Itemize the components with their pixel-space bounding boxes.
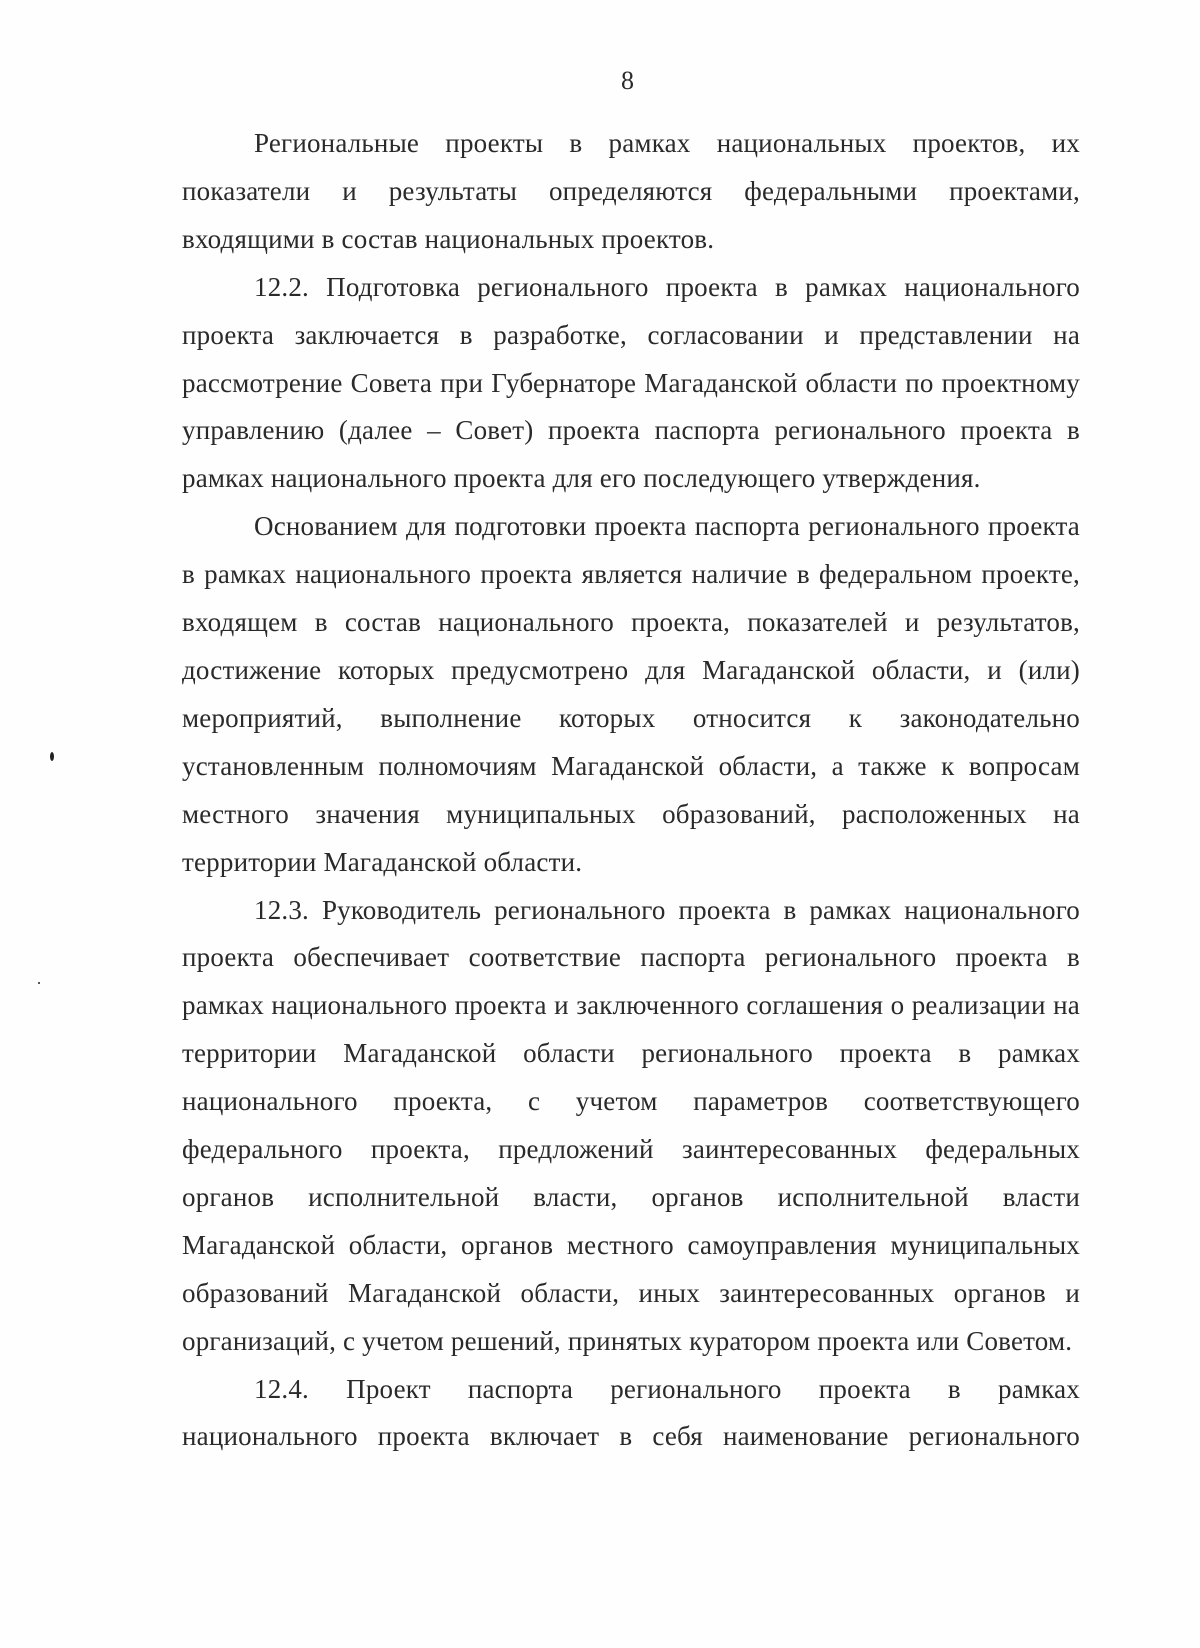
document-body bbox=[182, 120, 1080, 1461]
scan-speck bbox=[38, 982, 40, 984]
paragraph-12-4: 12.4. Проект паспорта регионального проекта в рамках национального проекта включает в себя наименование регионального bbox=[182, 1373, 1080, 1452]
paragraph-12-3: 12.3. Руководитель регионального проекта в рамках национального проекта обеспечивает соответствие паспорта регионального проекта в рамках национального проекта и заключенного соглашения о реализации на территории Магаданской области регионального проекта в рамках национального проекта, с учетом параметров соответствующего федерального проекта, предложений заинтересованных федеральных органов исполнительной власти, органов исполнительной власти Магаданской области, органов местного самоуправления муниципальных образований Магаданской области, иных заинтересованных органов и организаций, с учетом решений, принятых куратором проекта или Советом. bbox=[182, 894, 1080, 1356]
scan-speck bbox=[50, 752, 54, 761]
paragraph-regional-projects: Региональные проекты в рамках национальных проектов, их показатели и результаты определяются федеральными проектами, входящими в состав национальных проектов. bbox=[182, 128, 1080, 254]
paragraph-12-2: 12.2. Подготовка регионального проекта в рамках национального проекта заключается в разработке, согласовании и представлении на рассмотрение Совета при Губернаторе Магаданской области по проектному управлению (далее – Совет) проекта паспорта регионального проекта в рамках национального проекта для его последующего утверждения. bbox=[182, 271, 1080, 494]
paragraph-basis: Основанием для подготовки проекта паспорта регионального проекта в рамках национального проекта является наличие в федеральном проекте, входящем в состав национального проекта, показателей и результатов, достижение которых предусмотрено для Магаданской области, и (или) мероприятий, выполнение которых относится к законодательно установленным полномочиям Магаданской области, а также к вопросам местного значения муниципальных образований, расположенных на территории Магаданской области. bbox=[182, 511, 1080, 877]
page-number: 8 bbox=[621, 66, 634, 95]
